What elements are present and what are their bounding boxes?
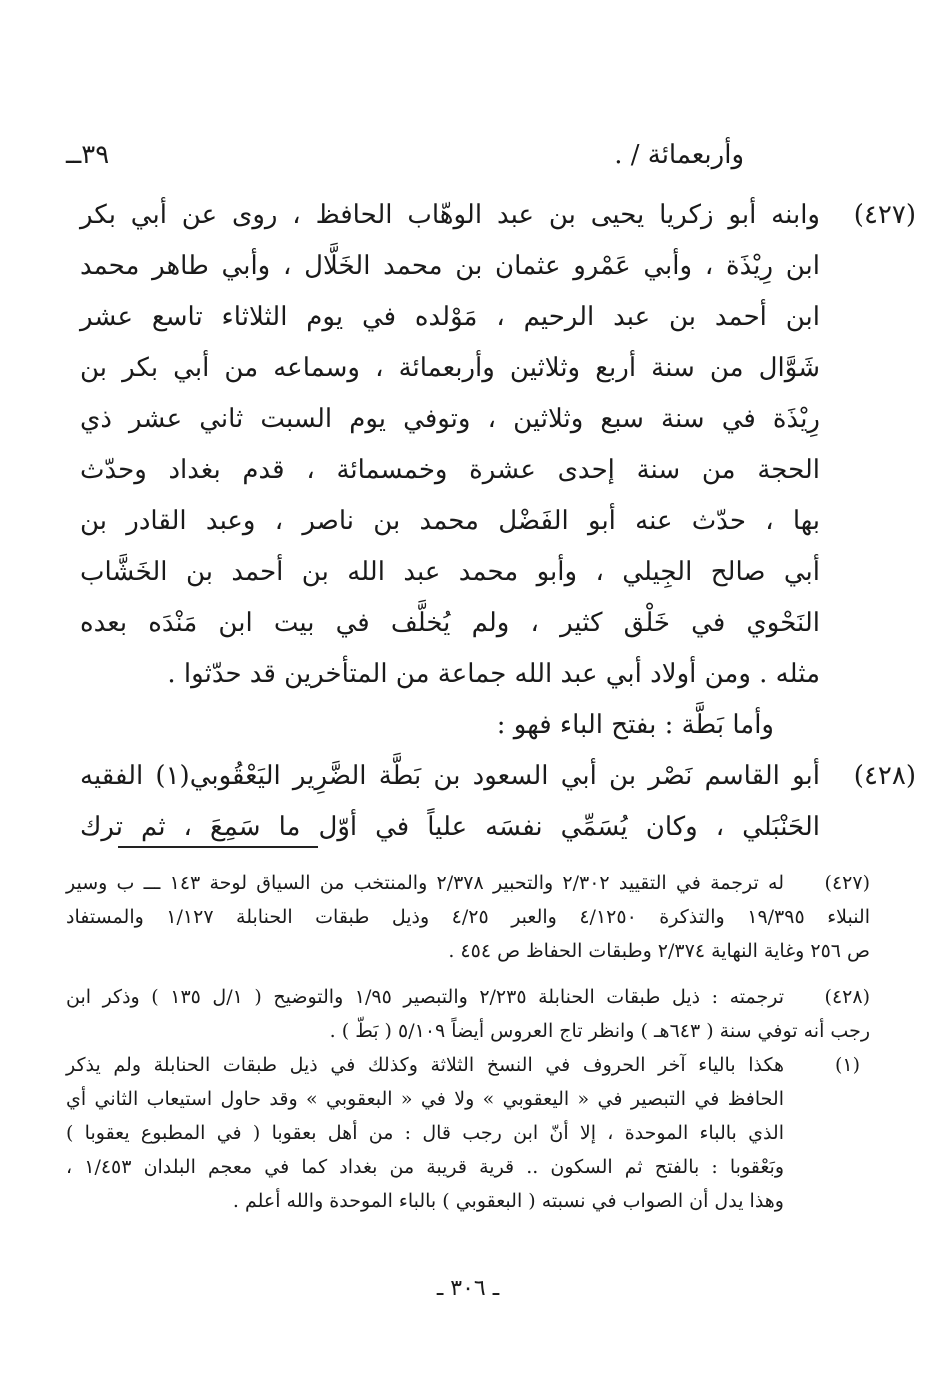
footnote-line: الحافظ في التبصير في « اليعقوبي » ولا في « البعقوبي » وقد حاول استيعاب الثاني أي <box>66 1088 784 1110</box>
text-line: رِيْذَة في سنة سبع وثلاثين ، وتوفي يوم السبت ثاني عشر ذي <box>80 404 820 434</box>
footnotes <box>66 866 870 1218</box>
footnote-number: (١) <box>834 1054 860 1076</box>
text-line: النَحْوي في خَلْق كثير ، ولم يُخلَّف في بيت ابن مَنْدَه بعده <box>80 608 820 638</box>
text-line: الحجة من سنة إحدى عشرة وخمسمائة ، قدم بغداد وحدّث <box>80 455 820 485</box>
main-text <box>80 190 916 853</box>
running-header: وأربعمائة / . <box>614 140 744 170</box>
footnote-number: (٤٢٧) <box>824 872 870 894</box>
footnote-line: ص ٢٥٦ وغاية النهاية ٢/٣٧٤ وطبقات الحفاظ ص ٤٥٤ . <box>448 940 870 962</box>
text-line: بها ، حدّث عنه أبو الفَضْل محمد بن ناصر ، وعبد القادر بن <box>80 506 820 536</box>
page-number: ـ ٣٠٦ ـ <box>436 1276 500 1301</box>
entry-number: (٤٢٨) <box>853 761 916 791</box>
footnote-line: (٤٢٨) ترجمته : ذيل طبقات الحنابلة ٢/٢٣٥ والتبصير ١/٩٥ والتوضيح ( ١/ل ١٣٥ ) وذكر ابن <box>66 980 870 1014</box>
text-line: ابن أحمد بن عبد الرحيم ، مَوْلده في يوم الثلاثاء تاسع عشر <box>80 302 820 332</box>
footnote-line: الذي بالباء الموحدة ، إلا أنّ ابن رجب قال : من أهل بعقوبا ( في المطبوع يعقوبا ) <box>66 1122 784 1144</box>
text-line: مثله . ومن أولاد أبي عبد الله جماعة من المتأخرين قد حدّثوا . <box>167 659 820 689</box>
text-line: الحَنْبَلي ، وكان يُسَمِّي نفسَه علياً في أوّل ما سَمِعَ ، ثم ترك <box>80 812 820 842</box>
footnote-line: (١) هكذا بالياء آخر الحروف في النسخ الثلاثة وكذلك في ذيل طبقات الحنابلة ولم يذكر <box>66 1048 870 1082</box>
footnote-line: وبَعْقوبا : بالفتح ثم السكون .. قرية قريبة من بغداد كما في معجم البلدان ١/٤٥٣ ، <box>66 1156 785 1178</box>
text-line: شَوَّال من سنة أربع وثلاثين وأربعمائة ، وسماعه من أبي بكر بن <box>80 353 820 383</box>
subheading: وأما بَطَّة : بفتح الباء فهو : <box>496 710 774 740</box>
footnote-line: وهذا يدل أن الصواب في نسبته ( البعقوبي ) بالباء الموحدة والله أعلم . <box>232 1190 784 1212</box>
footnote-line: (٤٢٧) له ترجمة في التقييد ٢/٣٠٢ والتحبير ٢/٣٧٨ والمنتخب من السياق لوحة ١٤٣ ـــ ب وسير <box>66 866 870 900</box>
footnote-line: رجب أنه توفي سنة ( ٦٤٣هـ ) وانظر تاج العروس أيضاً ٥/١٠٩ ( بَطّ ) . <box>329 1020 870 1042</box>
footnote-line: النبلاء ١٩/٣٩٥ والتذكرة ٤/١٢٥٠ والعبر ٤/٢٥ وذيل طبقات الحنابلة ١/١٢٧ والمستفاد <box>66 906 871 928</box>
text-line: (٤٢٨) أبو القاسم نَصْر بن أبي السعود بن بَطَّة الضَّرِير اليَعْقُوبي(١) الفقيه <box>80 751 820 802</box>
text-line: (٤٢٧) وابنه أبو زكريا يحيى بن عبد الوهّاب الحافظ ، روى عن أبي بكر <box>80 190 820 241</box>
page-reference: ٣٩ــ <box>66 140 110 170</box>
entry-number: (٤٢٧) <box>853 200 916 230</box>
footnote-number: (٤٢٨) <box>824 986 870 1008</box>
text-line: ابن رِيْذَة ، وأبي عَمْرو عثمان بن محمد الخَلَّال ، وأبي طاهر محمد <box>80 251 820 281</box>
text-line: أبي صالح الجِيلي ، وأبو محمد عبد الله بن أحمد بن الخَشَّاب <box>80 557 820 587</box>
footnote-divider <box>118 846 318 848</box>
